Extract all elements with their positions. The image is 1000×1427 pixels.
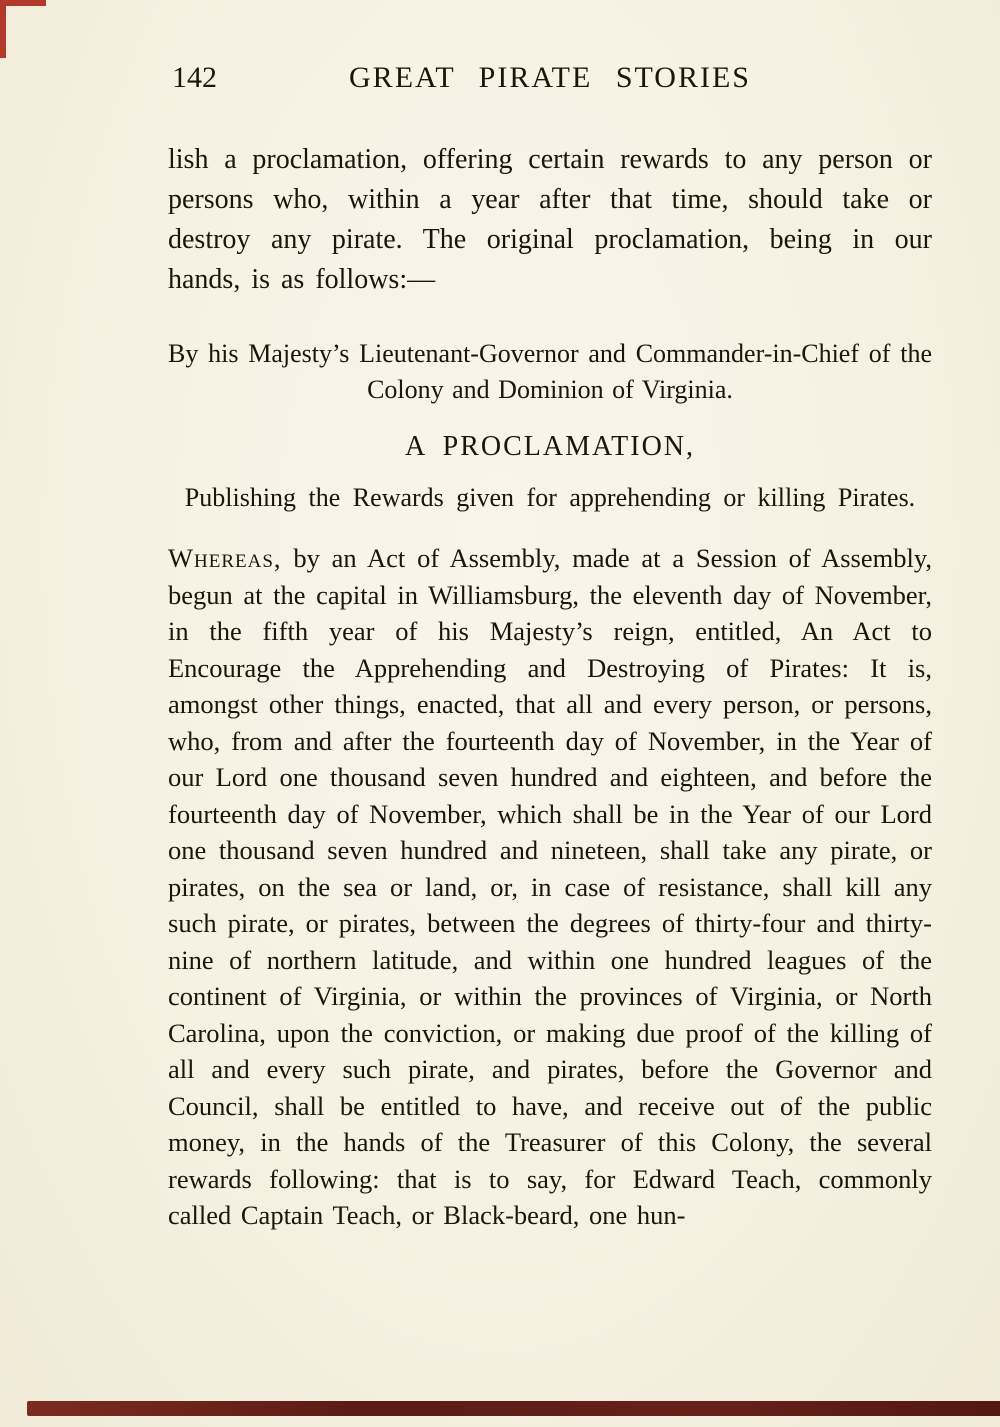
scan-artifact-bottom-band	[27, 1401, 1000, 1416]
whereas-word: Whereas,	[168, 543, 282, 573]
whereas-body: by an Act of Assembly, made at a Session of Assembly, begun at the capital in Williamsburg, the eleventh day of November, in the fifth year of his Majesty’s reign, entitled, An Act to Encourage the Apprehending and Destroying of Pirates: It is, amongst other things, enacted, that all and every person, or persons, who, from and after the fourteenth day of November, in the Year of our Lord one thousand seven hundred and eighteen, and before the fourteenth day of November, which shall be in the Year of our Lord one thousand seven hundred and nineteen, shall take any pirate, or pirates, on the sea or land, or, in case of resistance, shall kill any such pirate, or pirates, between the degrees of thirty-four and thirty-nine of northern latitude, and within one hundred leagues of the continent of Virginia, or within the provinces of Virginia, or North Carolina, upon the conviction, or making due proof of the killing of all and every such pirate, and pirates, before the Governor and Council, shall be entitled to have, and receive out of the public money, in the hands of the Treasurer of this Colony, the several rewards following: that is to say, for Edward Teach, commonly called Captain Teach, or Black-beard, one hun-	[168, 543, 932, 1230]
scan-artifact-top-left-horizontal	[0, 0, 46, 6]
page-header	[168, 58, 932, 98]
proclamation-subtitle: Publishing the Rewards given for apprehending or killing Pirates.	[184, 483, 916, 512]
scan-artifact-top-left-vertical	[0, 0, 6, 58]
running-title: GREAT PIRATE STORIES	[349, 61, 751, 94]
proclamation-title: A PROCLAMATION,	[404, 431, 696, 462]
proclamation-byline: By his Majesty’s Lieutenant-Governor and Commander-in-Chief of the Colony and Dominion of Virginia.	[168, 339, 932, 404]
text-block	[168, 58, 932, 1234]
whereas-paragraph	[168, 540, 932, 1234]
intro-paragraph: lish a proclamation, offering certain rewards to any person or persons who, within a year after that time, should take or destroy any pirate. The original proclamation, being in our hands, is as follows:—	[168, 144, 932, 295]
page-number: 142	[172, 61, 217, 94]
